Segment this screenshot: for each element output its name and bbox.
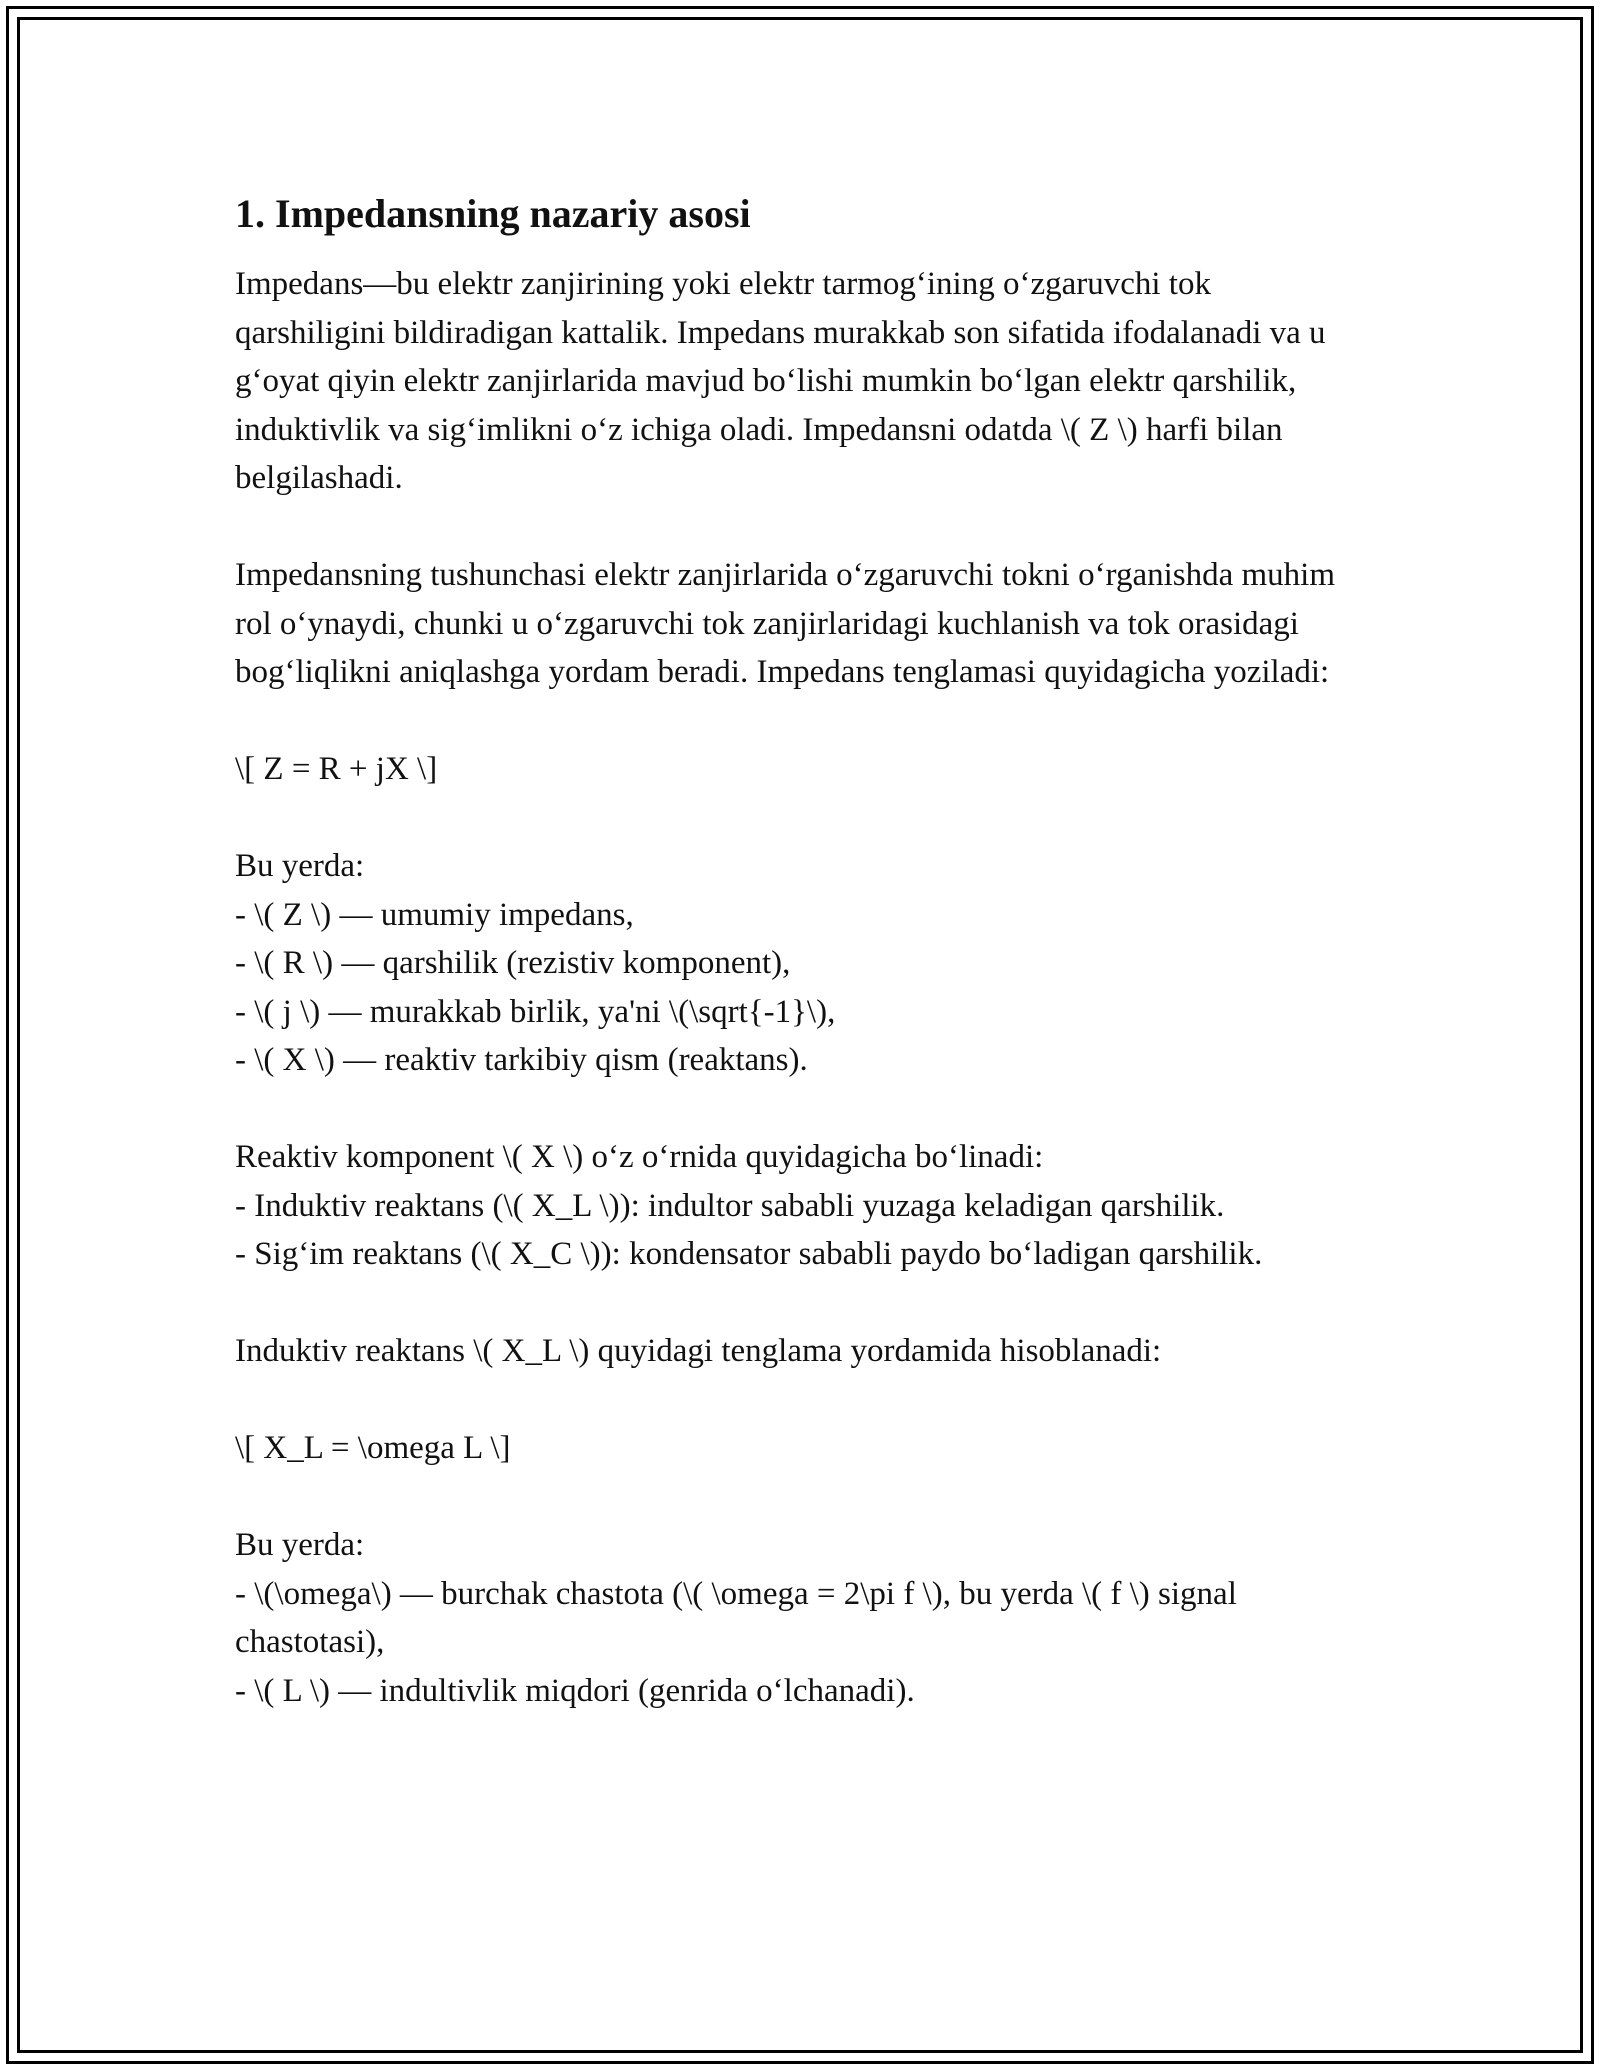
list-intro: Bu yerda: <box>235 848 365 884</box>
text-line: Impedans—bu elektr zanjirining yoki elektr tarmog‘ining o‘zgaruvchi tok qarshiligini bildiradigan kattalik. Impedans murakkab son sifatida ifodalanadi va u g‘oyat qiyin elektr zanjirlarida mavjud bo‘lishi mumkin bo‘lgan elektr qarshilik, induktivlik va sig‘imlikni o‘z ichiga oladi. Impedansni odatda \( Z \) harfi bilan belgilashadi. <box>235 266 1334 496</box>
definition-list-reactance <box>235 1521 1365 1715</box>
paragraph-inductive-reactance <box>235 1327 1365 1376</box>
equation-inductive-reactance <box>235 1424 1365 1473</box>
text-line: Impedansning tushunchasi elektr zanjirlarida o‘zgaruvchi tokni o‘rganishda muhim rol o‘ynaydi, chunki u o‘zgaruvchi tok zanjirlaridagi kuchlanish va tok orasidagi bog‘liqlikni aniqlashga yordam beradi. Impedans tenglamasi quyidagicha yoziladi: <box>235 557 1344 690</box>
list-intro: Reaktiv komponent \( X \) o‘z o‘rnida quyidagicha bo‘linadi: <box>235 1139 1044 1175</box>
equation-impedance <box>235 745 1365 794</box>
list-item: - Sig‘im reaktans (\( X_C \)): kondensator sababli paydo bo‘ladigan qarshilik. <box>235 1236 1263 1272</box>
section-heading: 1. Impedansning nazariy asosi <box>235 191 751 236</box>
definition-list-impedance <box>235 842 1365 1085</box>
equation-line: \[ Z = R + jX \] <box>235 751 438 787</box>
paragraph-definition <box>235 260 1365 503</box>
list-item: - \( X \) — reaktiv tarkibiy qism (reaktans). <box>235 1042 808 1078</box>
list-item: - \( Z \) — umumiy impedans, <box>235 896 634 933</box>
list-item: - \(\omega\) — burchak chastota (\( \omega = 2\pi f \), bu yerda \( f \) signal chastotasi), <box>235 1575 1246 1660</box>
list-item: - Induktiv reaktans (\( X_L \)): indultor sababli yuzaga keladigan qarshilik. <box>235 1187 1225 1224</box>
paragraph-concept <box>235 551 1365 697</box>
document-body <box>235 186 1365 1764</box>
list-item: - \( L \) — indultivlik miqdori (genrida o‘lchanadi). <box>235 1672 915 1709</box>
text-line: Induktiv reaktans \( X_L \) quyidagi tenglama yordamida hisoblanadi: <box>235 1333 1162 1369</box>
paragraph-reactive-components <box>235 1133 1365 1279</box>
list-item: - \( R \) — qarshilik (rezistiv komponent), <box>235 945 791 981</box>
equation-line: \[ X_L = \omega L \] <box>235 1430 511 1466</box>
list-item: - \( j \) — murakkab birlik, ya'ni \(\sqrt{-1}\), <box>235 993 836 1030</box>
list-intro: Bu yerda: <box>235 1527 365 1563</box>
